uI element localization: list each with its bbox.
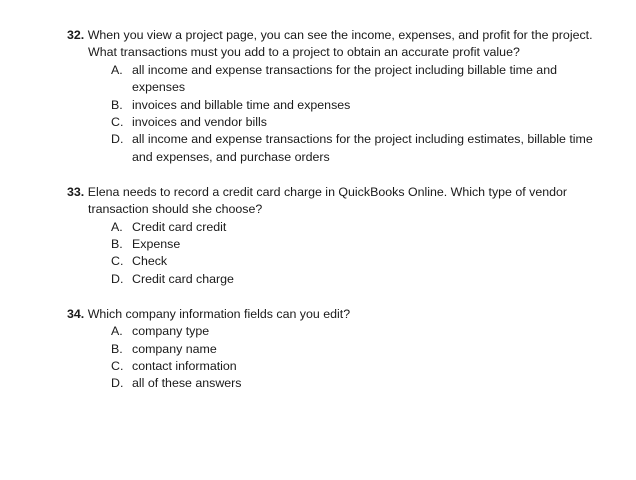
question-33 [67, 184, 607, 288]
option-text: invoices and billable time and expenses [132, 97, 351, 112]
document-body [67, 27, 607, 410]
option-letter: D. [111, 132, 124, 147]
option-text: company name [132, 341, 217, 356]
option-text: Credit card charge [132, 271, 234, 286]
option-text: invoices and vendor bills [132, 115, 267, 130]
answer-options [67, 62, 607, 166]
answer-option-b [67, 236, 607, 253]
answer-option-c [67, 358, 607, 375]
answer-option-a [67, 219, 607, 236]
option-letter: C. [111, 254, 124, 269]
option-text: all income and expense transactions for the project including billable time and expenses [132, 62, 557, 95]
option-text: Credit card credit [132, 219, 227, 234]
question-number: 34. [67, 306, 85, 321]
option-text: all of these answers [132, 376, 242, 391]
option-text: all income and expense transactions for the project including estimates, billable time and expenses, and purchase orders [132, 132, 593, 164]
option-letter: B. [111, 97, 123, 112]
option-text: Check [132, 254, 168, 269]
answer-option-a [67, 323, 607, 340]
option-letter: D. [111, 376, 124, 391]
answer-option-d [67, 131, 607, 166]
question-number: 32. [67, 28, 85, 42]
option-text: company type [132, 324, 210, 339]
answer-option-d [67, 375, 607, 392]
option-letter: A. [111, 62, 123, 77]
answer-option-c [67, 114, 607, 131]
question-number: 33. [67, 184, 85, 199]
question-text: Elena needs to record a credit card charge in QuickBooks Online. Which type of vendor transaction should she choose? [87, 184, 568, 217]
option-letter: C. [111, 358, 124, 373]
answer-option-b [67, 97, 607, 114]
option-letter: A. [111, 324, 123, 339]
answer-options [67, 219, 607, 289]
question-stem [67, 27, 607, 62]
option-letter: B. [111, 236, 123, 251]
option-letter: B. [111, 341, 123, 356]
question-stem [67, 184, 607, 219]
question-stem [67, 306, 607, 323]
option-letter: D. [111, 271, 124, 286]
question-34 [67, 306, 607, 393]
answer-option-a [67, 62, 607, 97]
option-text: contact information [132, 358, 237, 373]
question-32 [67, 27, 607, 166]
answer-option-b [67, 341, 607, 358]
answer-option-c [67, 253, 607, 270]
option-text: Expense [132, 236, 181, 251]
question-text: When you view a project page, you can see the income, expenses, and profit for the project. What transactions must you add to a project to obtain an accurate profit value? [87, 28, 593, 60]
option-letter: A. [111, 219, 123, 234]
option-letter: C. [111, 115, 124, 130]
answer-option-d [67, 271, 607, 288]
answer-options [67, 323, 607, 393]
question-text: Which company information fields can you edit? [87, 306, 351, 321]
